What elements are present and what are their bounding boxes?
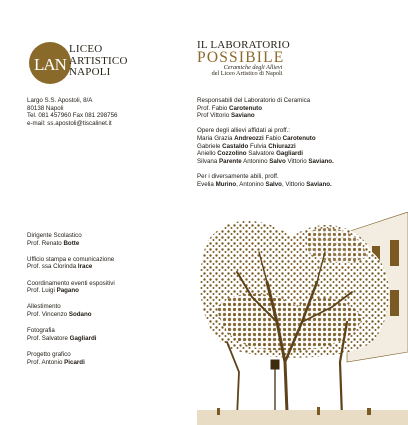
credit-person-name: Picardi: [64, 358, 85, 366]
credit-person-prefix: Prof. Salvatore: [27, 334, 70, 342]
responsabili-heading: Responsabili del Laboratorio di Ceramica: [197, 97, 311, 104]
address-street: Largo S.S. Apostoli, 8/A: [27, 97, 93, 104]
given-name: Fabio: [263, 134, 283, 142]
credit-role: Coordinamento eventi espositivi: [27, 279, 115, 287]
surname: Castaldo: [222, 142, 249, 150]
credit-item: [27, 327, 115, 342]
given-name: Maria Grazia: [197, 134, 235, 142]
credit-person-name: Gagliardi: [69, 334, 97, 342]
given-name: , Vittorio: [281, 180, 307, 188]
credit-person: [27, 335, 115, 343]
logo-line-2: ARTISTICO: [69, 54, 128, 67]
credit-person-name: Botte: [63, 239, 80, 247]
surname: Cozzolino: [217, 150, 247, 158]
given-name: Gabriele: [197, 142, 223, 150]
credit-item: [27, 256, 115, 271]
subtitle-line-1: Ceramiche degli Allievi: [223, 64, 283, 71]
responsabile-1-prefix: Prof. Fabio: [197, 104, 229, 112]
courtyard-photo: [197, 212, 408, 425]
student-row: [197, 135, 334, 143]
credit-person-prefix: Prof. Luigi: [27, 287, 57, 295]
credit-person: [27, 240, 115, 248]
logo-line-1: LICEO: [69, 43, 103, 55]
credit-person-name: Sodano: [68, 310, 92, 318]
credit-person-prefix: Prof. Antonio: [27, 358, 65, 366]
surname: Saviano.: [308, 157, 334, 165]
given-name: Vittorio: [285, 157, 309, 165]
title-line-2: POSSIBILE: [197, 49, 285, 66]
lan-monogram-icon: [27, 40, 73, 86]
given-name: Antonino: [241, 157, 270, 165]
title-line-1: IL LABORATORIO: [197, 39, 290, 51]
responsabile-1: [197, 105, 334, 113]
responsabile-2-prefix: Prof Vittorio: [197, 112, 231, 120]
responsabile-2-name: Saviano: [230, 112, 255, 120]
logo-wordmark: [69, 44, 128, 79]
svg-text:LAN: LAN: [34, 55, 66, 74]
credits-list: [27, 232, 115, 375]
credit-person: [27, 359, 115, 367]
address-city: 80138 Napoli: [27, 104, 64, 112]
logo-line-3: NAPOLI: [69, 66, 111, 78]
surname: Salvo: [269, 157, 286, 165]
credit-role: Fotografia: [27, 327, 55, 335]
diversamente-names: [197, 181, 334, 189]
school-address: [27, 97, 117, 127]
surname: Carotenuto: [282, 134, 316, 142]
opere-heading: Opere degli allievi affidati ai proff.:: [197, 127, 290, 135]
credit-role: Progetto grafico: [27, 350, 71, 358]
diversamente-heading: Per i diversamente abili, proff.: [197, 172, 279, 180]
surname: Gagliardi: [276, 150, 303, 158]
credit-item: [27, 232, 115, 247]
address-phone: Tel. 081 457960 Fax 081 298756: [27, 112, 118, 120]
student-row: [197, 150, 334, 158]
given-name: , Antonino: [236, 180, 266, 188]
surname: Murino: [215, 180, 237, 188]
credit-person-prefix: Prof. Renato: [27, 239, 64, 247]
credit-person: [27, 263, 115, 271]
surname: Saviano.: [306, 180, 332, 188]
surname: Andreozzi: [234, 134, 264, 142]
address-email: e-mail: ss.apostoli@tiscalinet.it: [27, 119, 112, 127]
credit-item: [27, 351, 115, 366]
staff-section: [197, 97, 334, 188]
surname: Salvo: [265, 180, 282, 188]
credit-person-prefix: Prof. ssa Clorinda: [27, 263, 78, 271]
subtitle-line-2: del Liceo Artistico di Napoli: [211, 70, 283, 78]
given-name: Aniello: [197, 150, 218, 158]
given-name: Silvana: [197, 157, 220, 165]
student-row: [197, 158, 334, 166]
given-name: Evelia: [197, 180, 216, 188]
given-name: Salvatore: [246, 150, 277, 158]
opere-list: [197, 135, 334, 165]
credit-person-prefix: Prof. Vincenzo: [27, 310, 69, 318]
responsabile-1-name: Carotenuto: [228, 104, 262, 112]
surname: Parente: [219, 157, 242, 165]
credit-role: Allestimento: [27, 303, 61, 311]
credit-role: Ufficio stampa e comunicazione: [27, 255, 115, 263]
credit-item: [27, 303, 115, 318]
credit-role: Dirigente Scolastico: [27, 232, 82, 239]
credit-person-name: Irace: [77, 263, 93, 271]
student-row: [197, 181, 334, 189]
given-name: Fulvia: [248, 142, 269, 150]
title-block: [197, 40, 357, 78]
credit-person: [27, 311, 115, 319]
student-row: [197, 143, 334, 151]
credit-person-name: Pagano: [56, 287, 79, 295]
credit-person: [27, 287, 115, 295]
surname: Chiurazzi: [268, 142, 296, 150]
responsabile-2: [197, 112, 334, 120]
school-logo: [27, 40, 147, 92]
credit-item: [27, 280, 115, 295]
